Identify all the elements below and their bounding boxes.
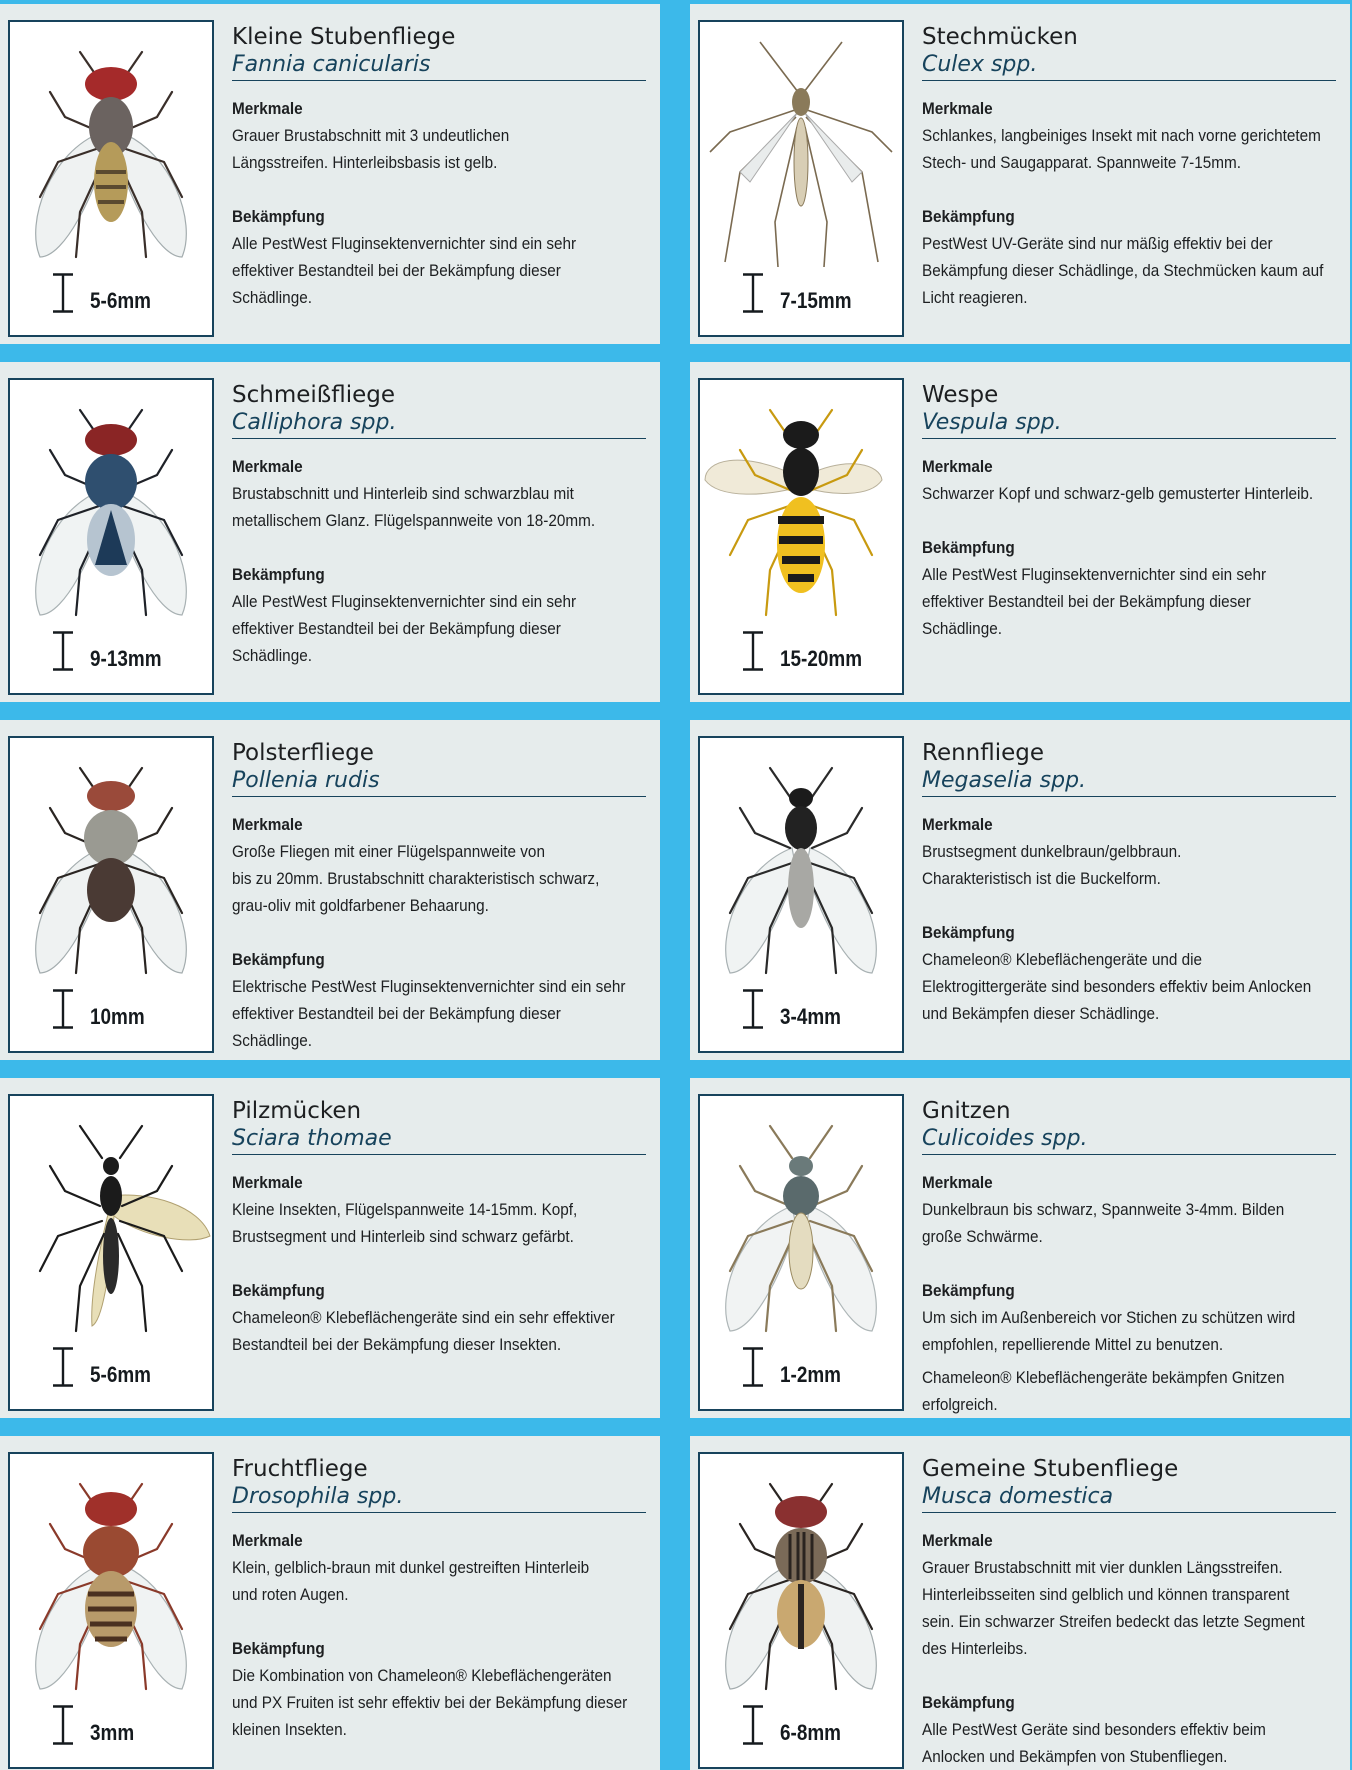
bekaempfung-heading: Bekämpfung (922, 1693, 1015, 1712)
merkmale-line: metallischem Glanz. Flügelspannweite von 18-20mm. (232, 511, 596, 530)
insect-image-frame (8, 736, 214, 1053)
merkmale-heading: Merkmale (232, 1173, 303, 1192)
insect-description (922, 1098, 1336, 1418)
insect-description (922, 1456, 1336, 1770)
merkmale-line: Kleine Insekten, Flügelspannweite 14-15mm. Kopf, (232, 1200, 578, 1219)
bekaempfung-heading: Bekämpfung (922, 923, 1015, 942)
fly-icon (10, 22, 212, 272)
description-body (232, 453, 646, 669)
size-indicator (742, 273, 863, 313)
bekaempfung-heading: Bekämpfung (922, 538, 1015, 557)
size-indicator (52, 989, 154, 1029)
bekaempfung-line: Alle PestWest Fluginsektenvernichter sind ein sehr (232, 234, 577, 253)
common-name: Gnitzen (922, 1098, 1011, 1124)
insect-image-frame (698, 378, 904, 695)
wasp-icon (700, 380, 902, 630)
merkmale-line: Brustsegment dunkelbraun/gelbbraun. (922, 842, 1182, 861)
size-indicator (52, 631, 173, 671)
merkmale-text (232, 838, 646, 919)
bekaempfung-extra-text (922, 1364, 1336, 1418)
description-body (922, 811, 1336, 1027)
insect-card (690, 1078, 1350, 1418)
insect-description (232, 24, 646, 311)
latin-name: Musca domestica (922, 1483, 1336, 1513)
bekaempfung-line: Schädlinge. (922, 619, 1002, 638)
insect-description (232, 382, 646, 669)
merkmale-heading: Merkmale (232, 457, 303, 476)
insect-description (232, 740, 646, 1054)
bekaempfung-line: Bestandteil bei der Bekämpfung dieser Insekten. (232, 1335, 562, 1354)
insect-description (922, 382, 1336, 642)
blowfly-icon (10, 380, 212, 630)
merkmale-line: Schlankes, langbeiniges Insekt mit nach vorne gerichtetem (922, 126, 1321, 145)
description-body (922, 1169, 1336, 1418)
insect-card (0, 1078, 660, 1418)
bekaempfung-line: erfolgreich. (922, 1395, 998, 1414)
merkmale-text (232, 1196, 646, 1250)
bekaempfung-line: Schädlinge. (232, 646, 312, 665)
bekaempfung-heading: Bekämpfung (922, 207, 1015, 226)
insect-image-frame (8, 1094, 214, 1411)
merkmale-line: große Schwärme. (922, 1227, 1043, 1246)
bekaempfung-text (232, 1304, 646, 1358)
bekaempfung-line: Um sich im Außenbereich vor Stichen zu schützen wird (922, 1308, 1296, 1327)
latin-name: Fannia canicularis (232, 51, 646, 81)
merkmale-line: Stech- und Saugapparat. Spannweite 7-15mm. (922, 153, 1241, 172)
merkmale-line: Klein, gelblich-braun mit dunkel gestreiften Hinterleib (232, 1558, 590, 1577)
bekaempfung-heading: Bekämpfung (232, 1639, 325, 1658)
description-body (232, 811, 646, 1054)
bekaempfung-line: PestWest UV-Geräte sind nur mäßig effektiv bei der (922, 234, 1273, 253)
merkmale-line: sein. Ein schwarzer Streifen bedeckt das letzte Segment (922, 1612, 1305, 1631)
insect-card (0, 4, 660, 344)
insect-card (0, 1436, 660, 1770)
housefly-icon (700, 1454, 902, 1704)
size-bar-icon (742, 989, 764, 1029)
common-name: Fruchtfliege (232, 1456, 368, 1482)
description-body (232, 1169, 646, 1358)
size-bar-icon (52, 1347, 74, 1387)
bekaempfung-line: effektiver Bestandteil bei der Bekämpfung dieser (232, 261, 561, 280)
size-label: 5-6mm (90, 1362, 151, 1387)
merkmale-heading: Merkmale (922, 1531, 993, 1550)
fungus-gnat-icon (10, 1096, 212, 1346)
description-body (922, 1527, 1336, 1770)
size-bar-icon (52, 273, 74, 313)
size-label: 3-4mm (780, 1004, 841, 1029)
size-label: 1-2mm (780, 1362, 841, 1387)
merkmale-line: Charakteristisch ist die Buckelform. (922, 869, 1161, 888)
merkmale-heading: Merkmale (232, 99, 303, 118)
bekaempfung-text (922, 1304, 1336, 1358)
merkmale-line: Brustabschnitt und Hinterleib sind schwarzblau mit (232, 484, 574, 503)
bekaempfung-line: Chameleon® Klebeflächengeräte und die (922, 950, 1203, 969)
merkmale-text (922, 838, 1336, 892)
common-name: Kleine Stubenfliege (232, 24, 456, 50)
size-indicator (742, 631, 875, 671)
merkmale-line: Brustsegment und Hinterleib sind schwarz gefärbt. (232, 1227, 574, 1246)
insect-card (690, 362, 1350, 702)
latin-name: Culex spp. (922, 51, 1336, 81)
bekaempfung-line: Bekämpfung dieser Schädlinge, da Stechmücken kaum auf (922, 261, 1324, 280)
size-bar-icon (742, 1347, 764, 1387)
merkmale-heading: Merkmale (922, 815, 993, 834)
insect-description (232, 1098, 646, 1358)
bekaempfung-heading: Bekämpfung (232, 950, 325, 969)
bekaempfung-line: effektiver Bestandteil bei der Bekämpfung dieser (232, 1004, 561, 1023)
bekaempfung-text (232, 588, 646, 669)
bekaempfung-line: Anlocken und Bekämpfen von Stubenfliegen. (922, 1747, 1228, 1766)
insect-description (922, 24, 1336, 311)
common-name: Wespe (922, 382, 999, 408)
merkmale-heading: Merkmale (232, 1531, 303, 1550)
merkmale-line: und roten Augen. (232, 1585, 349, 1604)
insect-card (690, 4, 1350, 344)
bekaempfung-line: Elektrische PestWest Fluginsektenvernichter sind ein sehr (232, 977, 626, 996)
latin-name: Drosophila spp. (232, 1483, 646, 1513)
size-bar-icon (52, 989, 74, 1029)
size-indicator (52, 1347, 161, 1387)
size-indicator (52, 1705, 141, 1745)
common-name: Schmeißfliege (232, 382, 396, 408)
size-bar-icon (742, 273, 764, 313)
merkmale-heading: Merkmale (922, 99, 993, 118)
bekaempfung-text (232, 230, 646, 311)
size-indicator (742, 989, 851, 1029)
latin-name: Megaselia spp. (922, 767, 1336, 797)
latin-name: Culicoides spp. (922, 1125, 1336, 1155)
size-label: 5-6mm (90, 288, 151, 313)
common-name: Pilzmücken (232, 1098, 362, 1124)
description-body (922, 95, 1336, 311)
scuttle-fly-icon (700, 738, 902, 988)
merkmale-line: grau-oliv mit goldfarbener Behaarung. (232, 896, 489, 915)
fruit-fly-icon (10, 1454, 212, 1704)
description-body (232, 1527, 646, 1743)
latin-name: Sciara thomae (232, 1125, 646, 1155)
merkmale-text (232, 122, 646, 176)
insect-card (690, 720, 1350, 1060)
size-label: 10mm (90, 1004, 145, 1029)
midge-icon (700, 1096, 902, 1346)
size-label: 15-20mm (780, 646, 863, 671)
size-label: 7-15mm (780, 288, 852, 313)
bekaempfung-line: Schädlinge. (232, 1031, 312, 1050)
bekaempfung-line: und Bekämpfen dieser Schädlinge. (922, 1004, 1160, 1023)
bekaempfung-line: Alle PestWest Geräte sind besonders effektiv beim (922, 1720, 1266, 1739)
bekaempfung-line: Die Kombination von Chameleon® Klebeflächengeräten (232, 1666, 612, 1685)
insect-card (0, 720, 660, 1060)
bekaempfung-heading: Bekämpfung (232, 1281, 325, 1300)
bekaempfung-text (922, 1716, 1336, 1770)
merkmale-line: Hinterleibsseiten sind gelblich und können transparent (922, 1585, 1290, 1604)
cluster-fly-icon (10, 738, 212, 988)
size-indicator (742, 1705, 851, 1745)
insect-description (922, 740, 1336, 1027)
merkmale-line: Grauer Brustabschnitt mit vier dunklen Längsstreifen. (922, 1558, 1283, 1577)
insect-image-frame (698, 736, 904, 1053)
bekaempfung-line: Alle PestWest Fluginsektenvernichter sind ein sehr (922, 565, 1267, 584)
latin-name: Calliphora spp. (232, 409, 646, 439)
size-label: 6-8mm (780, 1720, 841, 1745)
bekaempfung-line: Elektrogittergeräte sind besonders effektiv beim Anlocken (922, 977, 1312, 996)
merkmale-text (232, 480, 646, 534)
merkmale-line: Schwarzer Kopf und schwarz-gelb gemusterter Hinterleib. (922, 484, 1314, 503)
merkmale-line: Längsstreifen. Hinterleibsbasis ist gelb. (232, 153, 498, 172)
common-name: Polsterfliege (232, 740, 374, 766)
size-label: 9-13mm (90, 646, 162, 671)
insect-image-frame (698, 20, 904, 337)
merkmale-line: des Hinterleibs. (922, 1639, 1028, 1658)
insect-image-frame (8, 378, 214, 695)
merkmale-text (922, 1196, 1336, 1250)
size-indicator (52, 273, 161, 313)
bekaempfung-heading: Bekämpfung (232, 207, 325, 226)
merkmale-line: Große Fliegen mit einer Flügelspannweite von (232, 842, 545, 861)
bekaempfung-text (232, 973, 646, 1054)
latin-name: Vespula spp. (922, 409, 1336, 439)
common-name: Stechmücken (922, 24, 1078, 50)
size-bar-icon (742, 631, 764, 671)
merkmale-heading: Merkmale (922, 1173, 993, 1192)
insect-image-frame (698, 1094, 904, 1411)
merkmale-line: bis zu 20mm. Brustabschnitt charakteristisch schwarz, (232, 869, 600, 888)
merkmale-heading: Merkmale (922, 457, 993, 476)
latin-name: Pollenia rudis (232, 767, 646, 797)
bekaempfung-line: Chameleon® Klebeflächengeräte sind ein sehr effektiver (232, 1308, 615, 1327)
description-body (922, 453, 1336, 642)
merkmale-text (922, 480, 1336, 507)
merkmale-line: Dunkelbraun bis schwarz, Spannweite 3-4mm. Bilden (922, 1200, 1285, 1219)
merkmale-text (922, 1554, 1336, 1662)
insect-card (690, 1436, 1350, 1770)
bekaempfung-line: effektiver Bestandteil bei der Bekämpfung dieser (232, 619, 561, 638)
bekaempfung-text (922, 561, 1336, 642)
merkmale-heading: Merkmale (232, 815, 303, 834)
description-body (232, 95, 646, 311)
bekaempfung-heading: Bekämpfung (232, 565, 325, 584)
bekaempfung-line: Chameleon® Klebeflächengeräte bekämpfen Gnitzen (922, 1368, 1285, 1387)
size-bar-icon (52, 1705, 74, 1745)
mosquito-icon (700, 22, 902, 272)
insect-image-frame (8, 20, 214, 337)
size-bar-icon (52, 631, 74, 671)
bekaempfung-line: empfohlen, repellierende Mittel zu benutzen. (922, 1335, 1224, 1354)
common-name: Gemeine Stubenfliege (922, 1456, 1179, 1482)
bekaempfung-text (232, 1662, 646, 1743)
bekaempfung-text (922, 230, 1336, 311)
size-bar-icon (742, 1705, 764, 1745)
merkmale-line: Grauer Brustabschnitt mit 3 undeutlichen (232, 126, 510, 145)
merkmale-text (232, 1554, 646, 1608)
bekaempfung-line: Alle PestWest Fluginsektenvernichter sind ein sehr (232, 592, 577, 611)
bekaempfung-line: kleinen Insekten. (232, 1720, 347, 1739)
bekaempfung-line: und PX Fruiten ist sehr effektiv bei der Bekämpfung dieser (232, 1693, 628, 1712)
insect-card (0, 362, 660, 702)
size-indicator (742, 1347, 851, 1387)
insect-image-frame (8, 1452, 214, 1769)
bekaempfung-heading: Bekämpfung (922, 1281, 1015, 1300)
bekaempfung-line: Licht reagieren. (922, 288, 1028, 307)
size-label: 3mm (90, 1720, 135, 1745)
bekaempfung-text (922, 946, 1336, 1027)
merkmale-text (922, 122, 1336, 176)
common-name: Rennfliege (922, 740, 1045, 766)
bekaempfung-line: Schädlinge. (232, 288, 312, 307)
insect-description (232, 1456, 646, 1743)
bekaempfung-line: effektiver Bestandteil bei der Bekämpfung dieser (922, 592, 1251, 611)
insect-image-frame (698, 1452, 904, 1769)
